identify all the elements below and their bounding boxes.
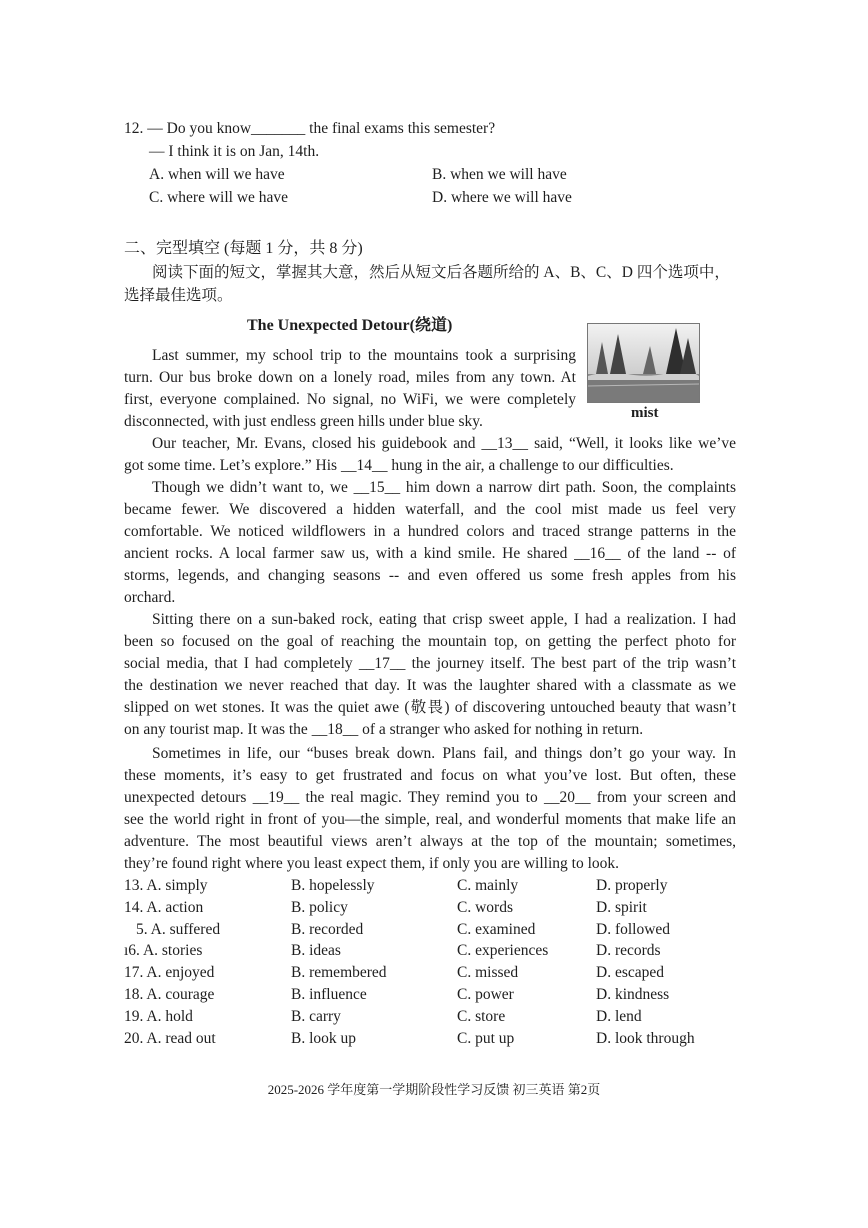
question-12-stem: 12. — Do you know_______ the final exams this semester?: [124, 120, 496, 137]
option-d: D. escaped: [596, 964, 664, 982]
option-d: D. properly: [596, 877, 668, 894]
option-d: D. kindness: [596, 985, 670, 1003]
option-a: 19. A. hold: [124, 1007, 193, 1025]
paragraph-line: see the world right in front of you—the simple, real, and wonderful moments that make life an: [124, 811, 736, 828]
passage-paragraph-2: [124, 433, 736, 477]
option-b: B. recorded: [291, 920, 364, 938]
mist-photo: [587, 323, 700, 403]
option-a: 20. A. read out: [124, 1029, 216, 1047]
option-b: B. ideas: [291, 942, 341, 960]
paragraph-line: turn. Our bus broke down on a lonely road, miles from any town. At: [124, 369, 576, 386]
option-a: 14. A. action: [124, 898, 204, 916]
question-12-options-row2: [124, 186, 572, 209]
paragraph-line: social media, that I had completely __17__ the journey itself. The best part of the trip wasn’t: [124, 655, 736, 672]
option-b: B. hopelessly: [291, 877, 375, 894]
paragraph-line: storms, legends, and changing seasons -- and even offered us some fresh apples from his: [124, 567, 736, 584]
option-b: B. when we will have: [432, 166, 567, 183]
paragraph-line: they’re found right where you least expect them, if only you are willing to look.: [124, 855, 620, 872]
option-d: D. look through: [596, 1029, 695, 1047]
paragraph-line: on any tourist map. It was the __18__ of a stranger who asked for nothing in return.: [124, 721, 644, 738]
option-d: D. spirit: [596, 898, 647, 916]
option-c: C. experiences: [457, 942, 549, 960]
instructions-line-2: 选择最佳选项。: [124, 287, 233, 304]
instructions-line-1: 阅读下面的短文，掌握其大意，然后从短文后各题所给的 A、B、C、D 四个选项中，: [152, 264, 730, 281]
paragraph-line: got some time. Let’s explore.” His __14__ hung in the air, a challenge to our difficulties.: [124, 457, 674, 474]
option-c: C. put up: [457, 1029, 515, 1047]
paragraph-line: disconnected, with just endless green hills under blue sky.: [124, 413, 483, 430]
passage-title: The Unexpected Detour(绕道): [247, 317, 453, 334]
mist-image: [588, 324, 699, 402]
paragraph-line: Sometimes in life, our “buses break down. Plans fail, and things don’t go your way. In: [152, 745, 736, 762]
option-a: 17. A. enjoyed: [124, 964, 215, 982]
option-c: C. power: [457, 985, 514, 1003]
paragraph-line: slipped on wet stones. It was the quiet awe (敬畏) of discovering untouched beauty that wasn’t: [124, 699, 736, 716]
option-a: A. when will we have: [149, 166, 285, 183]
option-c: C. where will we have: [149, 189, 289, 206]
option-c: C. store: [457, 1007, 506, 1025]
question-12: [124, 117, 572, 209]
question-12-answer: — I think it is on Jan, 14th.: [149, 143, 320, 160]
paragraph-line: comfortable. We noticed wildflowers in a hundred colors and traced strange patterns in the: [124, 523, 736, 540]
option-c: C. examined: [457, 920, 536, 938]
passage-paragraph-3: [124, 477, 736, 609]
option-d: D. records: [596, 942, 661, 960]
section-title: 二、完型填空 (每题 1 分，共 8 分): [124, 240, 363, 257]
paragraph-line: ancient rocks. A local farmer saw us, with a kind smile. He shared __16__ of the land -- of: [124, 545, 736, 562]
image-caption: mist: [631, 405, 659, 421]
passage-paragraph-1: [124, 345, 576, 433]
paragraph-line: first, everyone complained. No signal, no WiFi, we were completely: [124, 391, 576, 408]
option-c: C. words: [457, 898, 513, 916]
option-b: B. policy: [291, 898, 348, 916]
paragraph-line: adventure. The most beautiful views aren’t always at the top of the mountain; sometimes,: [124, 833, 736, 850]
section-instructions: [124, 261, 736, 307]
option-a: ı6. A. stories: [124, 942, 203, 960]
option-b: B. carry: [291, 1007, 341, 1025]
option-c: C. missed: [457, 964, 519, 982]
question-12-options-row1: [124, 163, 572, 186]
option-d: D. lend: [596, 1007, 642, 1025]
paragraph-line: became fewer. We discovered a hidden waterfall, and the cool mist made us feel very: [124, 501, 736, 518]
passage-paragraph-4: [124, 609, 736, 741]
option-b: B. look up: [291, 1029, 357, 1047]
paragraph-line: these moments, it’s easy to get frustrated and focus on what you’ve lost. But often, these: [124, 767, 736, 784]
option-c: C. mainly: [457, 877, 519, 894]
page-footer: 2025-2026 学年度第一学期阶段性学习反馈 初三英语 第2页: [267, 1082, 601, 1097]
option-b: B. influence: [291, 985, 367, 1003]
paragraph-line: the destination we never reached that day. It was the laughter shared with a classmate as we: [124, 677, 736, 694]
option-d: D. followed: [596, 920, 671, 938]
option-d: D. where we will have: [432, 189, 572, 206]
paragraph-line: orchard.: [124, 589, 176, 606]
paragraph-line: unexpected detours __19__ the real magic. They remind you to __20__ from your screen and: [124, 789, 736, 806]
option-a: 18. A. courage: [124, 985, 215, 1003]
paragraph-line: been so focused on the goal of reaching the mountain top, on getting the perfect photo for: [124, 633, 736, 650]
paragraph-line: Though we didn’t want to, we __15__ him down a narrow dirt path. Soon, the complaints: [152, 479, 736, 496]
option-a: 13. A. simply: [124, 877, 208, 894]
paragraph-line: Our teacher, Mr. Evans, closed his guidebook and __13__ said, “Well, it looks like we’ve: [152, 435, 736, 452]
passage-paragraph-5: [124, 743, 736, 875]
option-b: B. remembered: [291, 964, 387, 982]
option-a: 5. A. suffered: [136, 920, 221, 938]
paragraph-line: Last summer, my school trip to the mountains took a surprising: [152, 347, 576, 364]
paragraph-line: Sitting there on a sun-baked rock, eating that crisp sweet apple, I had a realization. I had: [152, 611, 736, 628]
